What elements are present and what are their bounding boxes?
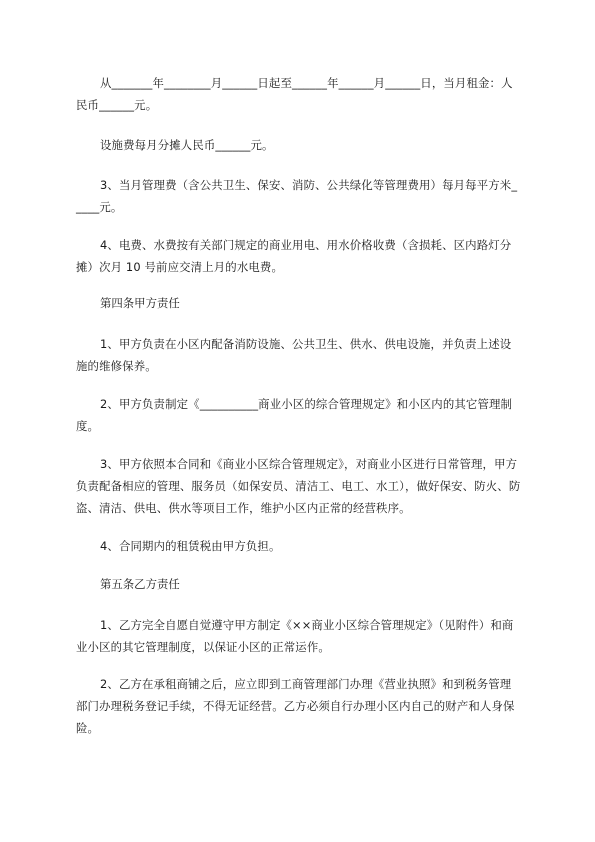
article-5-item-2: 2、乙方在承租商铺之后，应立即到工商管理部门办理《营业执照》和到税务管理部门办理税务登记手续，不得无证经营。乙方必须自行办理小区内自己的财产和人身保险。 — [76, 677, 515, 735]
paragraph-management-fee: 3、当月管理费（含公共卫生、保安、消防、公共绿化等管理费用）每月每平方米_____元。 — [76, 178, 518, 214]
article-4-item-3: 3、甲方依照本合同和《商业小区综合管理规定》，对商业小区进行日常管理，甲方负责配备相应的管理、服务员（如保安员、清洁工、电工、水工），做好保安、防火、防盗、清洁、供电、供水等项目工作，维护小区内正常的经营秩序。 — [76, 457, 521, 515]
article-4-heading: 第四条甲方责任 — [100, 296, 180, 310]
article-4-item-4: 4、合同期内的租赁税由甲方负担。 — [100, 539, 281, 553]
paragraph-facility-fee: 设施费每月分摊人民币______元。 — [100, 138, 274, 152]
paragraph-rent-period: 从_______年________月______日起至______年______月______日，当月租金：人民币______元。 — [76, 76, 513, 112]
paragraph-utility-fee: 4、电费、水费按有关部门规定的商业用电、用水价格收费（含损耗、区内路灯分摊）次月 10 号前应交清上月的水电费。 — [76, 238, 512, 274]
article-4-item-2: 2、甲方负责制定《__________商业小区的综合管理规定》和小区内的其它管理制度。 — [76, 397, 513, 433]
article-5-item-1: 1、乙方完全自愿自觉遵守甲方制定《××商业小区综合管理规定》（见附件）和商业小区的其它管理制度，以保证小区的正常运作。 — [76, 618, 514, 654]
article-5-heading: 第五条乙方责任 — [100, 577, 180, 591]
article-4-item-1: 1、甲方负责在小区内配备消防设施、公共卫生、供水、供电设施，并负责上述设施的维修保养。 — [76, 337, 512, 373]
